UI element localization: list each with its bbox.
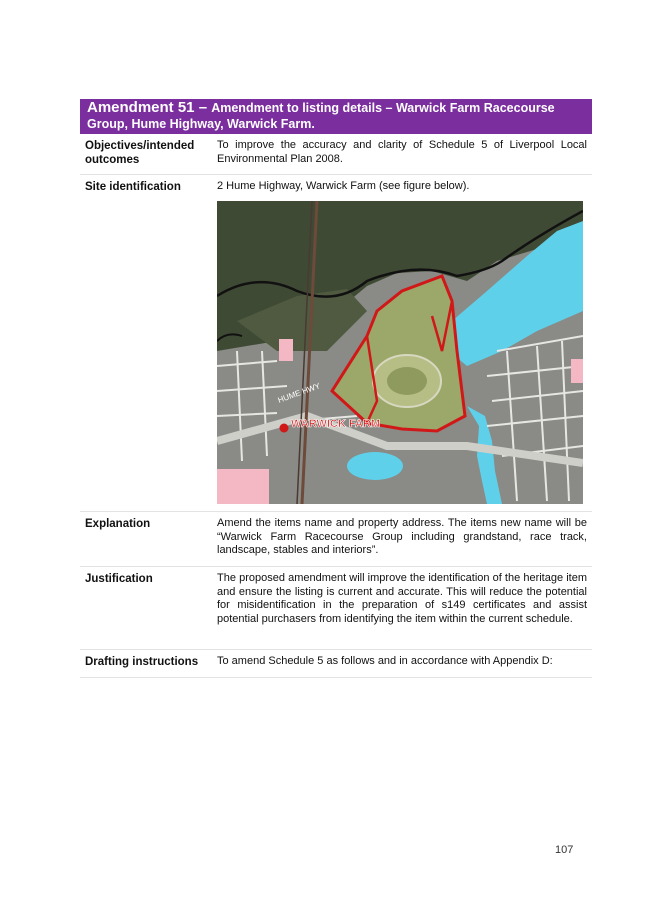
site-map (217, 201, 583, 504)
header-dash: – (194, 99, 212, 116)
amendment-title: Amendment to listing details – Warwick Farm Racecourse Group, Hume Highway, Warwick Farm. (87, 101, 555, 131)
row-objectives (80, 134, 592, 175)
drafting-label: Drafting instructions (85, 656, 199, 668)
map-racetrack-infield (387, 367, 427, 395)
objectives-text: To improve the accuracy and clarity of Schedule 5 of Liverpool Local Environmental Plan 2008. (217, 139, 587, 165)
drafting-text: To amend Schedule 5 as follows and in accordance with Appendix D: (217, 655, 553, 667)
objectives-label: Objectives/intended outcomes (85, 140, 195, 166)
site-label: Site identification (85, 181, 181, 193)
row-justification (80, 567, 592, 650)
justification-label: Justification (85, 573, 153, 585)
justification-text: The proposed amendment will improve the identification of the heritage item and ensure the listing is current and accurate. This will reduce the potential for misidentification in the preparation of s149 certificates and assist potential purchasers from identifying the item within the current schedule. (217, 572, 587, 625)
map-road-label: HUME HWY (276, 381, 322, 405)
map-zone-e (571, 359, 583, 383)
map-station-marker (280, 424, 289, 433)
row-drafting (80, 650, 592, 678)
amendment-header (80, 99, 592, 134)
map-station-label: WARWICK FARM (291, 418, 381, 430)
row-explanation (80, 512, 592, 567)
amendment-number: Amendment 51 (87, 99, 195, 116)
page-number: 107 (555, 844, 574, 856)
map-pond (347, 452, 403, 480)
site-text: 2 Hume Highway, Warwick Farm (see figure below). (217, 180, 470, 192)
explanation-label: Explanation (85, 518, 151, 530)
map-zone-w (279, 339, 293, 361)
map-zone-sw (217, 469, 269, 504)
explanation-text: Amend the items name and property address. The items new name will be “Warwick Farm Racecourse Group including grandstand, race track, landscape, stables and interiors”. (217, 517, 587, 556)
